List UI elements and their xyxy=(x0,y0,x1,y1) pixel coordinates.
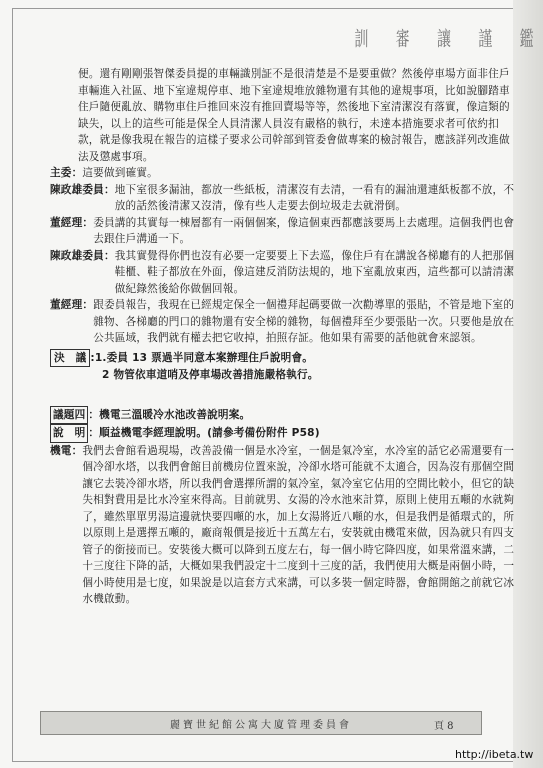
agenda-label: 議題四 xyxy=(50,406,88,425)
speech-text: 地下室很多漏油，都放一些紙板，清潔沒有去清，一看有的漏油還連紙板都不放，不放的話然後清潔又沒清，像有些人走要去倒垃圾走去就滑倒。 xyxy=(114,183,515,212)
explanation-text: ：順益機電李經理說明。(請參考備份附件 P58) xyxy=(88,427,320,439)
binding-mark: 鑑 xyxy=(517,28,534,48)
resolution-block xyxy=(50,349,520,384)
resolution-tag: 決 議 xyxy=(50,349,90,368)
speaker-label: 機電： xyxy=(50,444,83,457)
speech-text: 我們去會館看過現場，改善設備一個是水冷室，一個是氣冷室，水冷室的話它必需還要有一個冷卻水塔，以我們會館目前機房位置來說，冷卻水塔可能就不太適合，因為沒有那個空間讓它去裝冷卻水塔，所以我們會選擇所謂的氣冷室，氣冷室它佔用的空間比較小，但它的缺失相對費用是比水冷室來得高。目前就男、女湯的冷水池來計算，原則上使用五噸的水就夠了，雖然單單男湯這邊就快要四噸的水，加上女湯將近八噸的水，但是我們是循環式的，所以原則上是選擇五噸的，廠商報價是接近十五萬左右，安裝就由機電來做，因為就只有四支管子的銜接而已。安裝後大概可以降到五度左右，每一個小時它降四度，如果常溫來講，二十三度往下降的話，大概如果我們設定十二度到十三度的話，我們使用大概是兩個小時，一個小時使用是七度，如果說是以這套方式來講，可以多裝一個定時器，會館開館之前就它冰水機啟動。 xyxy=(82,444,515,605)
resolution-item: :1.委員 13 票過半同意本案辦理住戶說明會。 xyxy=(90,351,314,364)
speaker-label: 主委： xyxy=(50,167,83,179)
explanation-label: 說 明 xyxy=(50,424,88,443)
page-number: 頁 8 xyxy=(434,721,454,732)
speech-text: 我其實覺得你們也沒有必要一定要要上下去巡，像住戶有在講說各梯廳有的人把那個鞋櫃、鞋子都放在外面，像這建反消防法規的，地下室亂放東西，這些都可以請清潔做紀錄然後給你做個回報。 xyxy=(114,249,515,295)
binding-mark: 讓 xyxy=(434,28,452,48)
speaker-label: 陳政雄委員： xyxy=(50,249,115,262)
exchange-row xyxy=(50,182,520,215)
exchange-row xyxy=(50,297,520,347)
exchange-row xyxy=(50,215,520,248)
paragraph-continued: 便。還有剛剛張智傑委員提的車輛識別証不是很清楚是不是要重做？然後停車場方面非住戶車輛進入社區、地下室違規停車、地下室違規堆放雜物還有其他的違規事項，比如說腳踏車住戶隨便亂放、購物車住戶推回來沒有推回賣場等等，然後地下室清潔沒有落實，像這類的缺失，以上的這些可能是保全人員清潔人員沒有嚴格的執行，未達本措施要求者可依約扣款，就是像我現在報告的這樣子要求公司幹部到管委會做專案的檢討報告，應該詳列改進做法及懲處事項。 xyxy=(78,68,510,163)
exchange-row xyxy=(50,248,520,298)
section-gap xyxy=(50,384,520,406)
binding-mark: 審 xyxy=(393,28,410,48)
footer-banner xyxy=(40,711,482,735)
agenda-heading xyxy=(50,406,520,425)
binding-mark: 訓 xyxy=(351,28,369,48)
speech-text: 委員講的其實每一棟層都有一兩個個案，像這個東西都應該要馬上去處理。這個我們也會去跟住戶溝通一下。 xyxy=(93,216,515,245)
speech-text: 跟委員報告，我現在已經規定保全一個禮拜起碼要做一次勸導單的張貼，不管是地下室的雜物、各梯廳的門口的雜物還有安全梯的雜物，每個禮拜至少要張貼一次。只要他是放在公共區域，我們就有權去把它收掉，拍照存証。他如果有需要的話他就會來認領。 xyxy=(93,299,515,344)
watermark-url: http://ibeta.tw xyxy=(455,748,534,761)
speaker-label: 董經理： xyxy=(50,216,94,229)
meeting-minutes-body xyxy=(50,66,520,608)
agenda-explanation xyxy=(50,424,520,443)
exchange-row xyxy=(50,165,520,182)
agenda-title: ：機電三溫暖冷水池改善說明案。 xyxy=(88,408,251,421)
speaker-label: 董經理： xyxy=(50,299,94,311)
binding-mark: 謹 xyxy=(475,28,493,48)
resolution-item: 2 物管依車道哨及停車場改善措施嚴格執行。 xyxy=(102,369,319,381)
speaker-label: 陳政雄委員： xyxy=(50,183,115,196)
binding-marks xyxy=(351,28,536,48)
exchange-row xyxy=(50,443,520,608)
footer-organization: 麗寶世紀館公寓大廈管理委員會 xyxy=(170,719,352,731)
speech-text: 這要做到確實。 xyxy=(82,167,158,179)
